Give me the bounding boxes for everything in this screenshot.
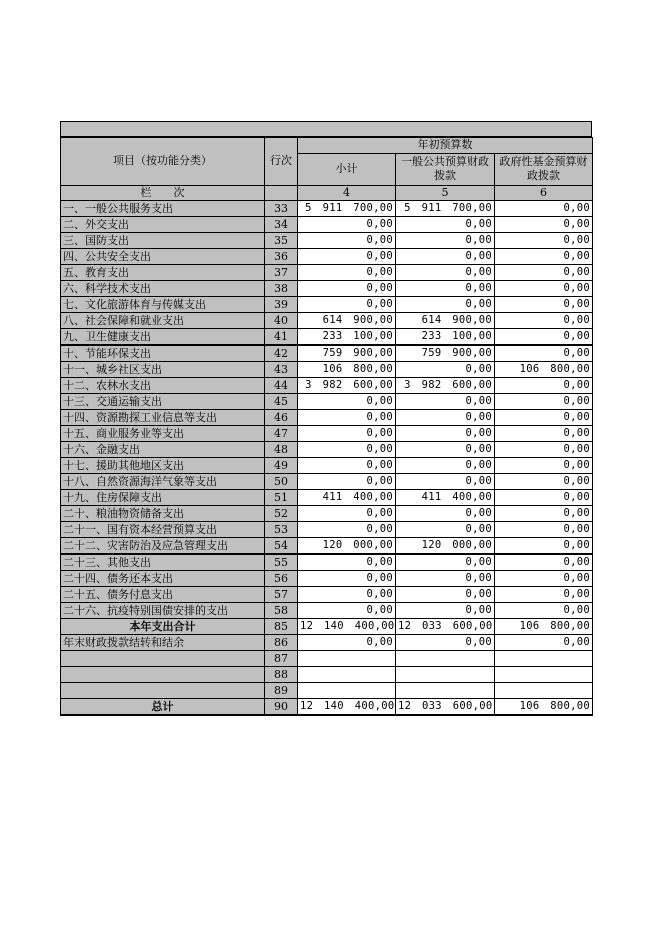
general-budget-value: 759 900,00	[396, 345, 495, 362]
row-number: 41	[265, 329, 298, 346]
sheet-top-bar	[60, 121, 592, 137]
table-row	[61, 651, 593, 667]
general-budget-value: 0,00	[396, 217, 495, 233]
row-label: 十七、援助其他地区支出	[61, 458, 265, 474]
fund-budget-value: 0,00	[495, 281, 593, 297]
item-column-header: 项目（按功能分类）	[61, 138, 265, 186]
fund-budget-value: 0,00	[495, 217, 593, 233]
row-label: 一、一般公共服务支出	[61, 201, 265, 217]
fund-budget-column-header: 政府性基金预算财政拨款	[495, 153, 593, 185]
fund-budget-value: 0,00	[495, 490, 593, 506]
subtotal-value	[298, 683, 396, 699]
row-label: 二十二、灾害防治及应急管理支出	[61, 538, 265, 555]
subtotal-value: 614 900,00	[298, 313, 396, 329]
table-row	[61, 587, 593, 603]
general-budget-value: 0,00	[396, 281, 495, 297]
table-row	[61, 635, 593, 651]
general-budget-value: 0,00	[396, 635, 495, 651]
row-number: 40	[265, 313, 298, 329]
fund-budget-value: 0,00	[495, 345, 593, 362]
subtotal-value: 12 140 400,00	[298, 619, 396, 635]
fund-budget-value: 0,00	[495, 201, 593, 217]
general-budget-value: 120 000,00	[396, 538, 495, 555]
subtotal-value: 0,00	[298, 426, 396, 442]
general-budget-value: 0,00	[396, 249, 495, 265]
general-budget-value: 233 100,00	[396, 329, 495, 346]
fund-budget-value: 0,00	[495, 458, 593, 474]
row-number: 57	[265, 587, 298, 603]
general-budget-value: 12 033 600,00	[396, 699, 495, 716]
fund-budget-value: 0,00	[495, 249, 593, 265]
row-number: 44	[265, 378, 298, 394]
table-row	[61, 571, 593, 587]
table-row	[61, 217, 593, 233]
subtotal-value: 0,00	[298, 442, 396, 458]
general-budget-value: 0,00	[396, 506, 495, 522]
fund-budget-value: 0,00	[495, 571, 593, 587]
row-number: 88	[265, 667, 298, 683]
subtotal-value: 411 400,00	[298, 490, 396, 506]
row-label	[61, 667, 265, 683]
subtotal-value: 0,00	[298, 522, 396, 538]
row-number: 45	[265, 394, 298, 410]
row-number: 50	[265, 474, 298, 490]
fund-budget-value: 106 800,00	[495, 362, 593, 378]
subtotal-value: 0,00	[298, 635, 396, 651]
row-label: 十、节能环保支出	[61, 345, 265, 362]
general-budget-value: 3 982 600,00	[396, 378, 495, 394]
row-label: 二十、粮油物资储备支出	[61, 506, 265, 522]
fund-budget-value: 0,00	[495, 442, 593, 458]
subtotal-value	[298, 667, 396, 683]
fund-budget-value	[495, 683, 593, 699]
subtotal-value: 106 800,00	[298, 362, 396, 378]
row-number: 46	[265, 410, 298, 426]
general-budget-value: 0,00	[396, 297, 495, 313]
row-number: 85	[265, 619, 298, 635]
column-number-5: 5	[396, 185, 495, 201]
table-row	[61, 345, 593, 362]
general-budget-value: 0,00	[396, 362, 495, 378]
table-row	[61, 378, 593, 394]
subtotal-value: 0,00	[298, 297, 396, 313]
fund-budget-value: 0,00	[495, 426, 593, 442]
subtotal-value: 0,00	[298, 458, 396, 474]
row-label: 总计	[61, 699, 265, 716]
column-number-4: 4	[298, 185, 396, 201]
row-label: 八、社会保障和就业支出	[61, 313, 265, 329]
table-row	[61, 538, 593, 555]
subtotal-value	[298, 651, 396, 667]
row-number: 36	[265, 249, 298, 265]
table-row	[61, 474, 593, 490]
subtotal-value: 12 140 400,00	[298, 699, 396, 716]
fund-budget-value: 0,00	[495, 394, 593, 410]
row-label: 五、教育支出	[61, 265, 265, 281]
row-label: 十二、农林水支出	[61, 378, 265, 394]
table-row	[61, 394, 593, 410]
row-number: 33	[265, 201, 298, 217]
general-budget-value	[396, 683, 495, 699]
general-budget-value: 0,00	[396, 233, 495, 249]
row-number: 43	[265, 362, 298, 378]
table-row	[61, 201, 593, 217]
budget-sheet	[60, 121, 592, 716]
table-row	[61, 362, 593, 378]
general-budget-value: 0,00	[396, 265, 495, 281]
general-budget-column-header: 一般公共预算财政拨款	[396, 153, 495, 185]
table-row	[61, 699, 593, 716]
table-row	[61, 683, 593, 699]
subtotal-value: 0,00	[298, 571, 396, 587]
row-number: 47	[265, 426, 298, 442]
fund-budget-value: 0,00	[495, 233, 593, 249]
row-label: 七、文化旅游体育与传媒支出	[61, 297, 265, 313]
general-budget-value: 5 911 700,00	[396, 201, 495, 217]
general-budget-value: 0,00	[396, 426, 495, 442]
row-label: 四、公共安全支出	[61, 249, 265, 265]
fund-budget-value: 0,00	[495, 538, 593, 555]
subtotal-value: 3 982 600,00	[298, 378, 396, 394]
fund-budget-value	[495, 667, 593, 683]
row-label: 十五、商业服务业等支出	[61, 426, 265, 442]
subtotal-value: 0,00	[298, 281, 396, 297]
fund-budget-value: 0,00	[495, 474, 593, 490]
row-number: 87	[265, 651, 298, 667]
fund-budget-value: 0,00	[495, 554, 593, 571]
row-label: 二十三、其他支出	[61, 554, 265, 571]
row-label: 二、外交支出	[61, 217, 265, 233]
fund-budget-value: 0,00	[495, 587, 593, 603]
table-row	[61, 667, 593, 683]
row-label: 十八、自然资源海洋气象等支出	[61, 474, 265, 490]
budget-table	[60, 137, 593, 716]
table-row	[61, 233, 593, 249]
row-label: 十一、城乡社区支出	[61, 362, 265, 378]
table-row	[61, 249, 593, 265]
table-row	[61, 410, 593, 426]
group-header-initial-budget: 年初预算数	[298, 138, 593, 154]
row-number-column-header: 行次	[265, 138, 298, 186]
general-budget-value: 0,00	[396, 571, 495, 587]
subtotal-value: 759 900,00	[298, 345, 396, 362]
fund-budget-value: 0,00	[495, 313, 593, 329]
table-row	[61, 426, 593, 442]
row-number: 39	[265, 297, 298, 313]
general-budget-value: 0,00	[396, 474, 495, 490]
row-number: 56	[265, 571, 298, 587]
row-label: 六、科学技术支出	[61, 281, 265, 297]
row-label: 二十六、抗疫特别国债安排的支出	[61, 603, 265, 619]
row-number: 52	[265, 506, 298, 522]
row-label: 十九、住房保障支出	[61, 490, 265, 506]
lanci-row-number	[265, 185, 298, 201]
table-row	[61, 265, 593, 281]
subtotal-value: 0,00	[298, 394, 396, 410]
fund-budget-value	[495, 651, 593, 667]
table-row	[61, 281, 593, 297]
row-label	[61, 651, 265, 667]
fund-budget-value: 106 800,00	[495, 619, 593, 635]
row-number: 42	[265, 345, 298, 362]
general-budget-value: 411 400,00	[396, 490, 495, 506]
general-budget-value: 0,00	[396, 554, 495, 571]
row-number: 53	[265, 522, 298, 538]
table-row	[61, 554, 593, 571]
table-row	[61, 329, 593, 346]
row-label: 十四、资源勘探工业信息等支出	[61, 410, 265, 426]
column-number-6: 6	[495, 185, 593, 201]
row-number: 35	[265, 233, 298, 249]
row-number: 37	[265, 265, 298, 281]
row-number: 55	[265, 554, 298, 571]
subtotal-value: 0,00	[298, 554, 396, 571]
table-row	[61, 619, 593, 635]
general-budget-value	[396, 667, 495, 683]
fund-budget-value: 0,00	[495, 265, 593, 281]
fund-budget-value: 0,00	[495, 603, 593, 619]
table-row	[61, 442, 593, 458]
row-label: 年末财政拨款结转和结余	[61, 635, 265, 651]
subtotal-value: 0,00	[298, 233, 396, 249]
general-budget-value	[396, 651, 495, 667]
subtotal-value: 0,00	[298, 506, 396, 522]
table-row	[61, 458, 593, 474]
table-row	[61, 490, 593, 506]
subtotal-value: 0,00	[298, 474, 396, 490]
row-label: 十三、交通运输支出	[61, 394, 265, 410]
general-budget-value: 0,00	[396, 603, 495, 619]
general-budget-value: 0,00	[396, 587, 495, 603]
row-number: 54	[265, 538, 298, 555]
table-row	[61, 603, 593, 619]
subtotal-column-header: 小计	[298, 153, 396, 185]
row-label: 二十四、债务还本支出	[61, 571, 265, 587]
general-budget-value: 0,00	[396, 410, 495, 426]
row-label	[61, 683, 265, 699]
row-number: 49	[265, 458, 298, 474]
table-row	[61, 313, 593, 329]
fund-budget-value: 0,00	[495, 522, 593, 538]
row-label: 二十一、国有资本经营预算支出	[61, 522, 265, 538]
table-row	[61, 297, 593, 313]
fund-budget-value: 0,00	[495, 506, 593, 522]
subtotal-value: 5 911 700,00	[298, 201, 396, 217]
row-label: 九、卫生健康支出	[61, 329, 265, 346]
subtotal-value: 0,00	[298, 587, 396, 603]
row-number: 89	[265, 683, 298, 699]
row-number: 34	[265, 217, 298, 233]
subtotal-value: 0,00	[298, 410, 396, 426]
fund-budget-value: 0,00	[495, 410, 593, 426]
subtotal-value: 0,00	[298, 265, 396, 281]
row-number: 58	[265, 603, 298, 619]
general-budget-value: 12 033 600,00	[396, 619, 495, 635]
row-label: 本年支出合计	[61, 619, 265, 635]
lanci-label: 栏 次	[61, 185, 265, 201]
subtotal-value: 0,00	[298, 249, 396, 265]
row-label: 十六、金融支出	[61, 442, 265, 458]
fund-budget-value: 0,00	[495, 329, 593, 346]
table-row	[61, 506, 593, 522]
subtotal-value: 120 000,00	[298, 538, 396, 555]
subtotal-value: 0,00	[298, 603, 396, 619]
row-number: 90	[265, 699, 298, 716]
row-number: 48	[265, 442, 298, 458]
row-label: 三、国防支出	[61, 233, 265, 249]
fund-budget-value: 0,00	[495, 297, 593, 313]
subtotal-value: 0,00	[298, 217, 396, 233]
row-label: 二十五、债务付息支出	[61, 587, 265, 603]
general-budget-value: 614 900,00	[396, 313, 495, 329]
subtotal-value: 233 100,00	[298, 329, 396, 346]
general-budget-value: 0,00	[396, 442, 495, 458]
fund-budget-value: 0,00	[495, 635, 593, 651]
general-budget-value: 0,00	[396, 394, 495, 410]
general-budget-value: 0,00	[396, 458, 495, 474]
fund-budget-value: 106 800,00	[495, 699, 593, 716]
general-budget-value: 0,00	[396, 522, 495, 538]
row-number: 51	[265, 490, 298, 506]
table-row	[61, 522, 593, 538]
row-number: 38	[265, 281, 298, 297]
row-number: 86	[265, 635, 298, 651]
fund-budget-value: 0,00	[495, 378, 593, 394]
